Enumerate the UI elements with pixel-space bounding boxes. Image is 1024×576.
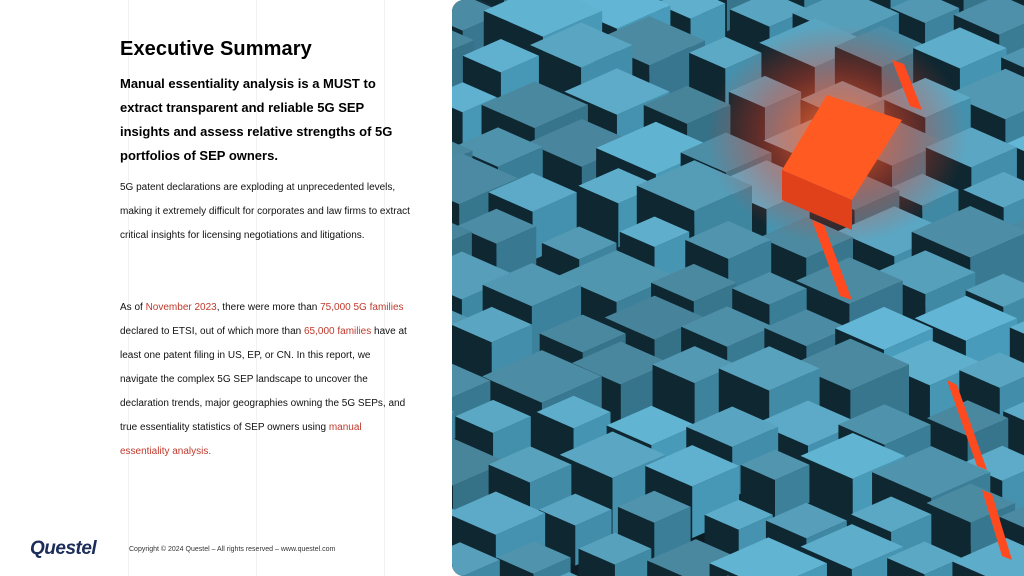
highlight-method: manual essentiality analysis.: [120, 422, 362, 457]
highlight-declared-families: 75,000 5G families: [320, 302, 404, 313]
questel-logo: Questel: [30, 538, 97, 559]
copyright-footer: Copyright © 2024 Questel – All rights reserved – www.questel.com: [129, 546, 336, 553]
page-title: Executive Summary: [120, 38, 312, 60]
text-segment: have at least one patent filing in US, EP, or CN. In this report, we navigate the complex 5G SEP landscape to uncover the declaration trends, major geographies owning the 5G SEPs, and true essentiality statistics of SEP owners using: [120, 326, 407, 433]
paragraph-declarations: 5G patent declarations are exploding at unprecedented levels, making it extremely difficult for corporates and law firms to extract critical insights for licensing negotiations and litigations.: [120, 182, 410, 241]
text-segment: declared to ETSI, out of which more than: [120, 326, 304, 337]
hero-image: [452, 0, 1024, 576]
text-segment: , there were more than: [216, 302, 321, 313]
highlight-filed-families: 65,000 families: [303, 326, 372, 337]
highlight-date: November 2023: [145, 302, 217, 313]
paragraph-statistics: [120, 296, 410, 464]
cubes-illustration: [452, 0, 1024, 576]
lead-statement: Manual essentiality analysis is a MUST to extract transparent and reliable 5G SEP insights and assess relative strengths of 5G portfolios of SEP owners.: [120, 76, 393, 163]
text-segment: As of: [120, 302, 146, 313]
